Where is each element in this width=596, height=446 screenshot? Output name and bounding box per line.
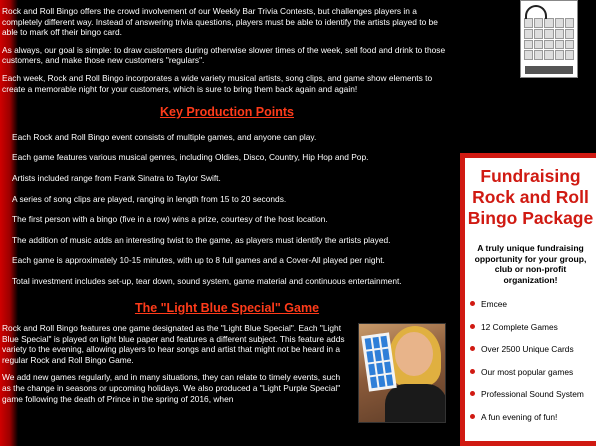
fundraising-item-label: Over 2500 Unique Cards [481, 344, 574, 354]
fundraising-list [465, 299, 596, 422]
light-blue-paragraph: We add new games regularly, and in many situations, they can relate to timely events, such as the change in seasons or upcoming holidays. We also produced a "Light Purple Special" game following the death of Prince in the spring of 2016, when [2, 372, 341, 404]
fundraising-item-label: Emcee [481, 299, 508, 309]
fundraising-subtitle: A truly unique fundraising opportunity for your group, club or non-profit organization! [474, 243, 587, 285]
bullet-icon [470, 369, 475, 374]
key-point-item: Each Rock and Roll Bingo event consists of multiple games, and anyone can play. [12, 131, 317, 142]
key-point-item: The addition of music adds an interesting twist to the game, as players must identify the artists played. [12, 234, 391, 245]
fundraising-panel [460, 153, 596, 446]
fundraising-item-label: 12 Complete Games [481, 321, 558, 332]
fundraising-item [469, 299, 596, 310]
fundraising-item [469, 389, 596, 400]
key-point-item: A series of song clips are played, ranging in length from 15 to 20 seconds. [12, 193, 287, 204]
intro-paragraph: As always, our goal is simple: to draw customers during otherwise slower times of the week, sell food and drink to those customers, and make those new customers "regulars". [2, 44, 446, 66]
light-blue-section [2, 323, 452, 404]
key-point-item: Each game is approximately 10-15 minutes, with up to 8 full games and a Cover-All played per night. [12, 255, 385, 266]
photo-face [395, 332, 433, 376]
bingo-grid [524, 18, 574, 60]
key-point-item: The first person with a bingo (five in a row) wins a prize, courtesy of the host location. [12, 214, 328, 225]
fundraising-item [469, 412, 596, 423]
bullet-icon [470, 301, 475, 306]
key-point-item: Artists included range from Frank Sinatra to Taylor Swift. [12, 172, 221, 183]
bullet-icon [470, 391, 475, 396]
arch-logo-icon [525, 5, 547, 19]
bullet-icon [470, 346, 475, 351]
fundraising-item-label: Professional Sound System [481, 389, 584, 399]
fundraising-item [469, 322, 596, 333]
key-point-item: Each game features various musical genres, including Oldies, Disco, Country, Hip Hop and Pop. [12, 152, 369, 163]
bullet-icon [470, 414, 475, 419]
fundraising-item [469, 367, 596, 378]
intro-section [2, 6, 452, 94]
key-point-item: Total investment includes set-up, tear down, sound system, game material and continuous entertainment. [12, 275, 402, 286]
key-points-list [2, 132, 452, 287]
bingo-card-thumbnail[interactable] [520, 0, 578, 78]
player-photo [358, 323, 446, 423]
intro-paragraph: Each week, Rock and Roll Bingo incorporates a wide variety musical artists, song clips, and game show elements to create a memorable night for your customers, which is sure to bring them back again and again! [2, 72, 433, 94]
card-footer [525, 66, 573, 74]
fundraising-title: Fundraising Rock and Roll Bingo Package [467, 166, 594, 228]
fundraising-item [469, 344, 596, 355]
fundraising-item-label: Our most popular games [481, 366, 574, 377]
intro-paragraph: Rock and Roll Bingo offers the crowd involvement of our Weekly Bar Trivia Contests, but challenges players in a completely different way. Instead of answering trivia questions, players must be able to identify the artists played to be able to mark off their bingo card. [2, 6, 438, 38]
bullet-icon [470, 324, 475, 329]
key-points-heading: Key Production Points [159, 105, 295, 120]
fundraising-item-label: A fun evening of fun! [481, 411, 558, 422]
photo-shirt [385, 384, 446, 423]
light-blue-paragraph: Rock and Roll Bingo features one game designated as the "Light Blue Special". Each "Light Blue Special" is played on light blue paper and features a different subject. This feature adds variety to the evening, allowing players to hear songs and artist that might not be heard in a regular Rock and Roll Bingo Game. [2, 323, 345, 365]
light-blue-heading: The "Light Blue Special" Game [134, 300, 320, 315]
